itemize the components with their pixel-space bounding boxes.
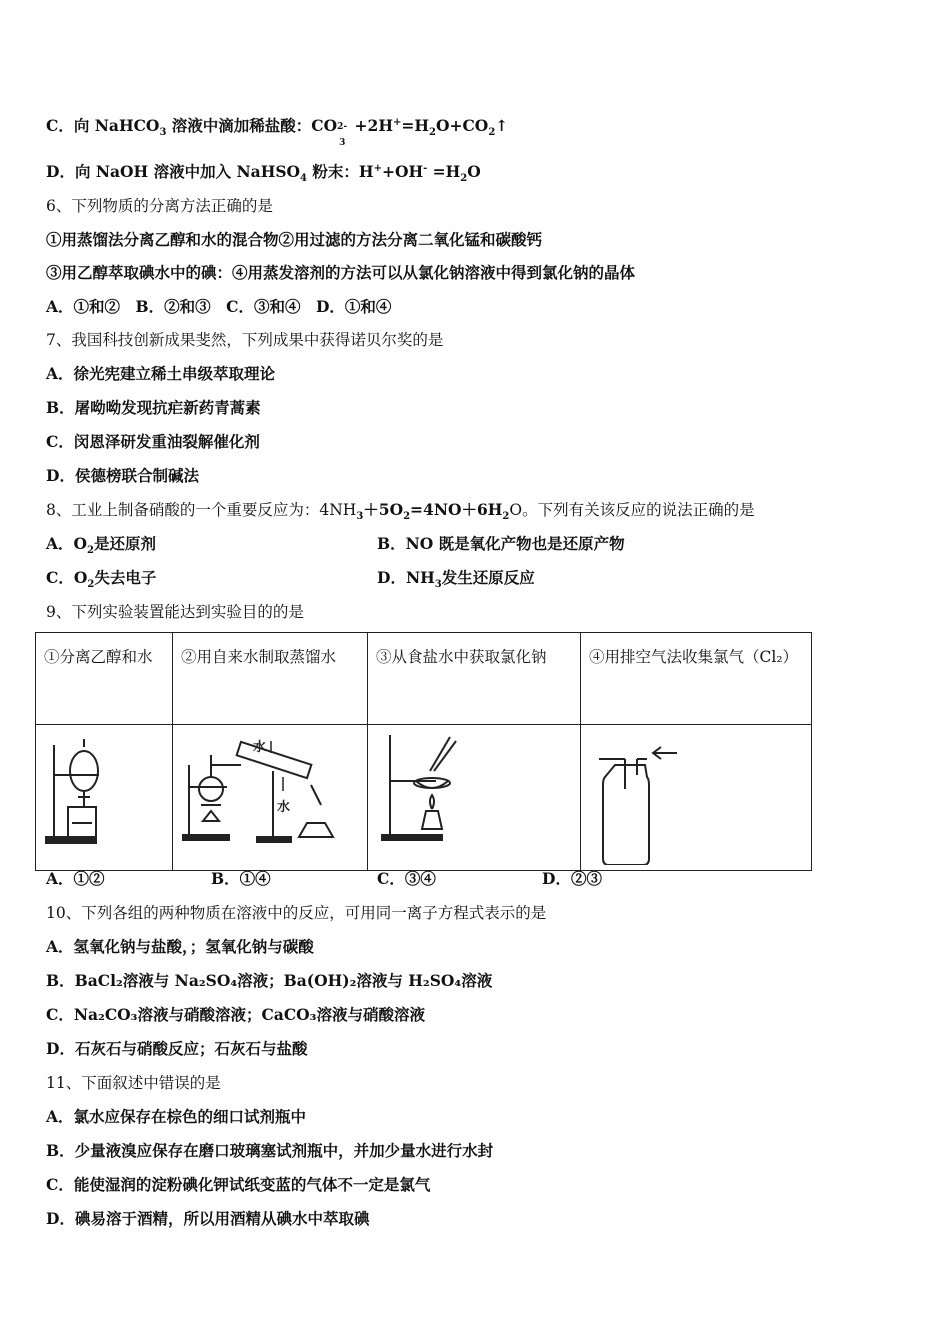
- q9-apparatus-table: [35, 632, 812, 871]
- q6-line2: ③用乙醇萃取碘水中的碘：④用蒸发溶剂的方法可以从氯化钠溶液中得到氯化钠的晶体: [46, 263, 636, 282]
- q11-option-c: C．能使湿润的淀粉碘化钾试纸变蓝的气体不一定是氯气: [46, 1175, 431, 1194]
- q9-option-c: C．③④: [377, 869, 436, 888]
- q8-option-b: B．NO 既是氧化产物也是还原产物: [377, 534, 625, 553]
- q5-option-c: C．向 NaHCO$_3$ 溶液中滴加稀盐酸：CO 2- 3 $+2H^+=H_2O+CO_2↑$: [46, 116, 509, 148]
- q8-option-d: D．$NH_3$发生还原反应: [377, 568, 535, 591]
- separatory-funnel-diagram: [36, 725, 173, 871]
- q10-option-b: B．BaCl₂溶液与 Na₂SO₄溶液；Ba(OH)₂溶液与 H₂SO₄溶液: [46, 971, 493, 990]
- q8-option-c: C．$O_2$失去电子: [46, 568, 157, 591]
- q9-option-a: A．①②: [46, 869, 105, 888]
- water-out-label: 水: [277, 799, 291, 814]
- q9-stem: 9、下列实验装置能达到实验目的的是: [46, 603, 304, 621]
- q7-option-d: D．侯德榜联合制碱法: [46, 466, 199, 485]
- q8-stem: 8、工业上制备硝酸的一个重要反应为：$4NH_3+5O_2=4NO+6H_2O$。下列有关该反应的说法正确的是: [46, 500, 755, 523]
- q5-option-d: D．向 NaOH 溶液中加入 NaHSO$_4$ 粉末：$H^++OH^- =H_2O$: [46, 162, 481, 185]
- q8-option-a: A．$O_2$是还原剂: [46, 534, 157, 557]
- q11-option-d: D．碘易溶于酒精，所以用酒精从碘水中萃取碘: [46, 1209, 370, 1228]
- q11-option-b: B．少量液溴应保存在磨口玻璃塞试剂瓶中，并加少量水进行水封: [46, 1141, 494, 1160]
- q9-col2-label: ②用自来水制取蒸馏水: [173, 633, 368, 725]
- q9-option-d: D．②③: [542, 869, 602, 888]
- distillation-apparatus-icon: [181, 725, 351, 865]
- q9-col1-label: ①分离乙醇和水: [36, 633, 173, 725]
- q6-line1: ①用蒸馏法分离乙醇和水的混合物②用过滤的方法分离二氧化锰和碳酸钙: [46, 230, 543, 249]
- q7-option-b: B．屠呦呦发现抗疟新药青蒿素: [46, 398, 261, 417]
- q11-stem: 11、下面叙述中错误的是: [46, 1074, 221, 1092]
- q7-stem: 7、我国科技创新成果斐然，下列成果中获得诺贝尔奖的是: [46, 331, 444, 349]
- q10-option-c: C．Na₂CO₃溶液与硝酸溶液；CaCO₃溶液与硝酸溶液: [46, 1005, 425, 1024]
- q9-col4-label: ④用排空气法收集氯气（Cl₂）: [581, 633, 812, 725]
- gas-collecting-bottle-icon: [589, 725, 699, 865]
- separatory-funnel-icon: [44, 725, 154, 865]
- distillation-diagram: [173, 725, 368, 871]
- q9-option-b: B．①④: [211, 869, 271, 888]
- gas-collection-diagram: [581, 725, 812, 871]
- water-in-label: 水: [253, 739, 267, 754]
- q7-option-a: A．徐光宪建立稀土串级萃取理论: [46, 364, 276, 383]
- q9-col3-label: ③从食盐水中获取氯化钠: [368, 633, 581, 725]
- q6-stem: 6、下列物质的分离方法正确的是: [46, 197, 273, 215]
- evaporation-diagram: [368, 725, 581, 871]
- evaporating-dish-icon: [376, 725, 486, 865]
- q10-stem: 10、下列各组的两种物质在溶液中的反应，可用同一离子方程式表示的是: [46, 904, 547, 922]
- q10-option-a: A．氢氧化钠与盐酸，；氢氧化钠与碳酸: [46, 937, 314, 956]
- q10-option-d: D．石灰石与硝酸反应；石灰石与盐酸: [46, 1039, 308, 1058]
- q7-option-c: C．闵恩泽研发重油裂解催化剂: [46, 432, 260, 451]
- q11-option-a: A．氯水应保存在棕色的细口试剂瓶中: [46, 1107, 307, 1126]
- q6-options: A．①和② B．②和③ C．③和④ D．①和④: [46, 297, 392, 316]
